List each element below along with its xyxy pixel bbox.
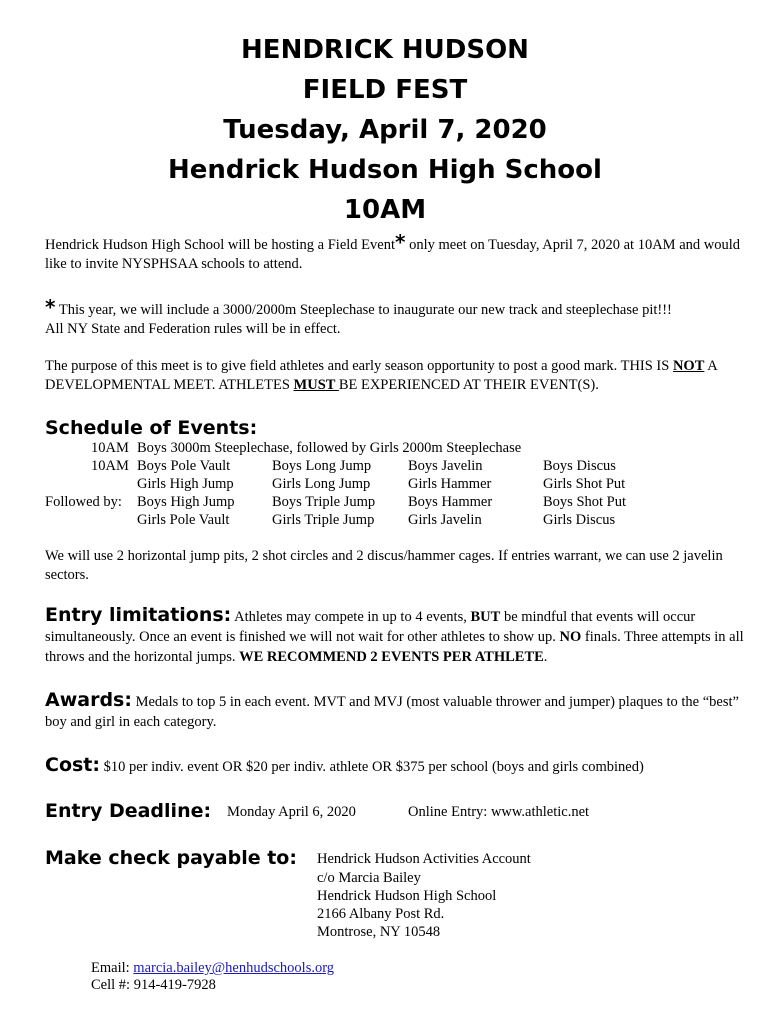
cost-heading: Cost: [45,754,100,776]
payable-heading: Make check payable to: [45,847,297,869]
followed-by-label: Followed by: [45,494,122,510]
event-cell: Girls Long Jump [272,476,371,492]
event-cell: Boys Pole Vault [137,458,231,474]
intro-paragraph [45,230,745,274]
cost-paragraph [45,755,745,777]
asterisk-icon: * [394,230,406,254]
recommend-emphasis: WE RECOMMEND 2 EVENTS PER ATHLETE [239,649,544,665]
event-cell: Girls Pole Vault [137,512,230,528]
payable-line: Hendrick Hudson Activities Account [317,851,531,867]
email-line [91,959,334,977]
event-cell: Boys High Jump [137,494,235,510]
schedule-row-1-time: 10AM [91,440,129,456]
asterisk-icon: * [45,295,56,319]
cost-text: $10 per indiv. event OR $20 per indiv. athlete OR $375 per school (boys and girls combined) [100,759,644,775]
entry-text-3: finals. Three attempts in all throws and the horizontal jumps. [45,629,744,665]
cell-line: Cell #: 914-419-7928 [91,977,216,993]
event-cell: Girls Hammer [408,476,492,492]
event-cell: Boys Javelin [408,458,483,474]
entry-text-2: be mindful that events will occur simultaneously. Once an event is finished we will not wait for other athletes to show up. [45,609,696,645]
event-cell: Boys Shot Put [543,494,626,510]
but-emphasis: BUT [470,609,501,625]
payable-line: Hendrick Hudson High School [317,888,497,904]
rules-text: All NY State and Federation rules will be in effect. [45,321,341,337]
schedule-heading: Schedule of Events: [45,417,258,439]
payable-line: c/o Marcia Bailey [317,870,421,886]
steeplechase-note [45,295,745,339]
title-line-venue: Hendrick Hudson High School [168,155,602,185]
title-line-school: HENDRICK HUDSON [241,35,529,65]
entry-text-1: Athletes may compete in up to 4 events, [231,609,471,625]
title-line-event: FIELD FEST [302,75,468,105]
event-cell: Boys Hammer [408,494,493,510]
event-cell: Girls Triple Jump [272,512,375,528]
payable-line: Montrose, NY 10548 [317,924,441,940]
event-cell: Boys Triple Jump [272,494,376,510]
event-cell: Girls Shot Put [543,476,626,492]
entry-deadline-heading: Entry Deadline: [45,800,212,822]
event-cell: Girls Discus [543,512,616,528]
event-cell: Boys Long Jump [272,458,372,474]
entry-limitations-heading: Entry limitations: [45,604,232,626]
steeplechase-text: This year, we will include a 3000/2000m Steeplechase to inaugurate our new track and steeplechase pit!!! [55,302,672,318]
must-emphasis: MUST [293,377,339,393]
entry-deadline-date: Monday April 6, 2020 [227,804,356,820]
event-cell: Girls High Jump [137,476,234,492]
awards-text: Medals to top 5 in each event. MVT and MVJ (most valuable thrower and jumper) plaques to the “best” boy and girl in each category. [45,694,739,730]
title-line-time: 10AM [343,195,427,225]
awards-paragraph [45,690,745,732]
document-title [0,30,770,230]
purpose-paragraph [45,357,745,395]
intro-text-2: only meet on Tuesday, April 7, 2020 at 10AM and would like to invite NYSPHSAA schools to attend. [45,237,741,272]
title-line-date: Tuesday, April 7, 2020 [223,115,547,145]
awards-heading: Awards: [45,689,132,711]
schedule-row-1-text: Boys 3000m Steeplechase, followed by Girls 2000m Steeplechase [137,440,522,456]
event-cell: Girls Javelin [408,512,482,528]
purpose-text-2: A DEVELOPMENTAL MEET. ATHLETES [45,358,717,393]
email-label: Email: [91,960,134,976]
online-entry-text: Online Entry: www.athletic.net [408,804,590,820]
purpose-text-1: The purpose of this meet is to give field athletes and early season opportunity to post a good mark. THIS IS [45,358,673,374]
no-emphasis: NO [559,629,582,645]
schedule-row-2-time: 10AM [91,458,129,474]
entry-text-4: . [543,649,548,665]
purpose-text-3: BE EXPERIENCED AT THEIR EVENT(S). [338,377,599,393]
intro-text-1: Hendrick Hudson High School will be hosting a Field Event [45,237,395,253]
event-cell: Boys Discus [543,458,616,474]
facilities-paragraph: We will use 2 horizontal jump pits, 2 shot circles and 2 discus/hammer cages. If entries warrant, we can use 2 javelin sectors. [45,548,723,583]
entry-limitations-paragraph [45,605,745,667]
payable-line: 2166 Albany Post Rd. [317,906,445,922]
email-link[interactable]: marcia.bailey@henhudschools.org [133,960,335,976]
not-emphasis: NOT [672,358,705,374]
